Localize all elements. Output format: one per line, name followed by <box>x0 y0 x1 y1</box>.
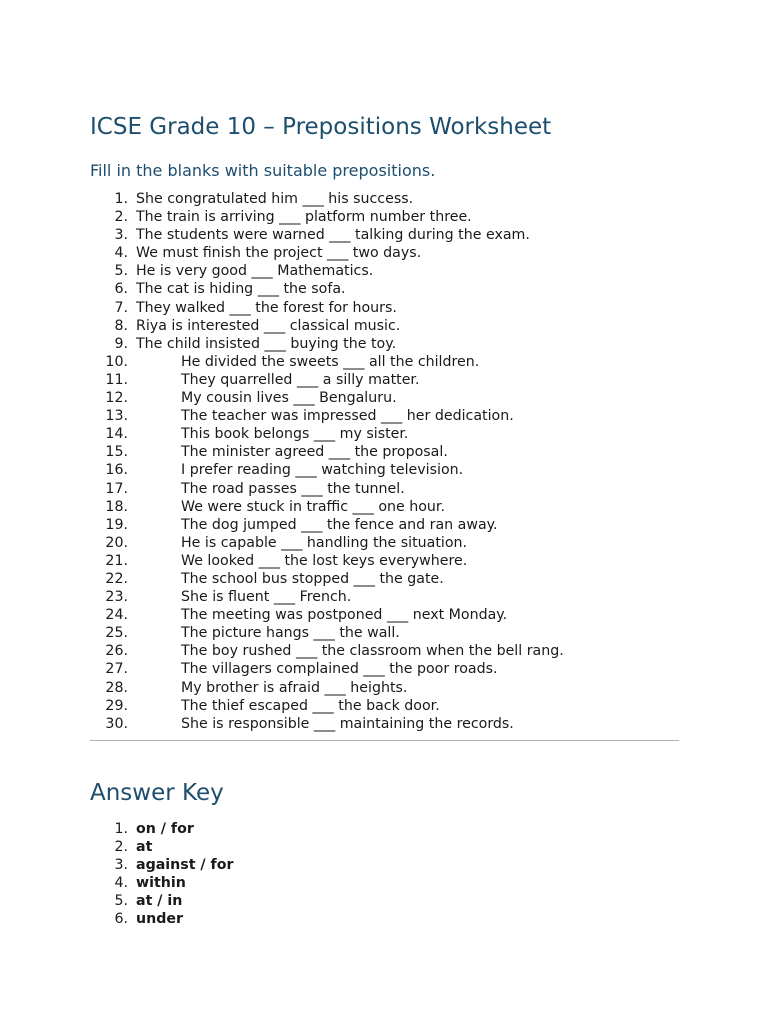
question-text: The road passes ___ the tunnel. <box>181 480 405 497</box>
answer-number: 1. <box>114 821 128 837</box>
question-text: Riya is interested ___ classical music. <box>136 317 401 334</box>
question-number: 22. <box>105 570 128 587</box>
question-text: The teacher was impressed ___ her dedication. <box>181 408 514 425</box>
question-number: 1. <box>114 191 128 207</box>
question-number: 8. <box>114 317 128 334</box>
question-number: 14. <box>105 426 128 443</box>
question-number: 16. <box>105 462 128 479</box>
answer-number: 4. <box>114 875 128 892</box>
question-number: 26. <box>105 643 128 660</box>
question-text: The picture hangs ___ the wall. <box>181 625 400 642</box>
answer-text: under <box>136 911 183 928</box>
question-number: 27. <box>105 661 128 678</box>
question-number: 25. <box>105 625 128 642</box>
question-text: We must finish the project ___ two days. <box>136 245 422 262</box>
question-number: 12. <box>105 390 128 407</box>
question-number: 2. <box>114 209 128 226</box>
question-number: 10. <box>105 353 128 370</box>
question-text: They walked ___ the forest for hours. <box>136 299 397 316</box>
answer-number: 2. <box>114 839 128 856</box>
answer-key-title: Answer Key <box>90 780 224 806</box>
question-text: We looked ___ the lost keys everywhere. <box>181 552 468 569</box>
question-number: 30. <box>105 715 128 732</box>
question-number: 18. <box>105 498 128 515</box>
question-text: They quarrelled ___ a silly matter. <box>181 371 420 388</box>
answer-text: at <box>136 839 153 856</box>
answer-text: at / in <box>136 893 183 910</box>
question-text: She is responsible ___ maintaining the records. <box>181 715 514 732</box>
question-number: 23. <box>105 589 128 606</box>
question-number: 20. <box>105 534 128 551</box>
question-text: The thief escaped ___ the back door. <box>181 697 440 714</box>
question-text: He is capable ___ handling the situation. <box>181 534 468 551</box>
question-text: The school bus stopped ___ the gate. <box>181 570 444 587</box>
page-title: ICSE Grade 10 – Prepositions Worksheet <box>90 114 552 140</box>
question-text: We were stuck in traffic ___ one hour. <box>181 498 445 515</box>
answer-text: against / for <box>136 857 234 874</box>
question-number: 21. <box>105 552 128 569</box>
question-text: My brother is afraid ___ heights. <box>181 679 408 696</box>
answer-number: 3. <box>114 857 128 874</box>
question-number: 24. <box>105 607 128 624</box>
question-number: 5. <box>114 263 128 280</box>
question-text: The cat is hiding ___ the sofa. <box>136 281 346 298</box>
question-text: My cousin lives ___ Bengaluru. <box>181 390 397 407</box>
answer-number: 6. <box>114 911 128 928</box>
question-text: The villagers complained ___ the poor roads. <box>181 661 498 678</box>
question-text: The students were warned ___ talking during the exam. <box>136 227 530 244</box>
answer-text: within <box>136 875 186 892</box>
question-text: I prefer reading ___ watching television. <box>181 462 464 479</box>
question-number: 11. <box>105 371 128 388</box>
question-text: The boy rushed ___ the classroom when the bell rang. <box>181 643 564 660</box>
question-text: He divided the sweets ___ all the children. <box>181 353 480 370</box>
section-divider <box>90 740 679 741</box>
answer-text: on / for <box>136 821 194 837</box>
question-number: 6. <box>114 281 128 298</box>
question-number: 4. <box>114 245 128 262</box>
answer-number: 5. <box>114 893 128 910</box>
question-text: He is very good ___ Mathematics. <box>136 263 374 280</box>
question-text: The dog jumped ___ the fence and ran away. <box>181 516 498 533</box>
instruction-heading: Fill in the blanks with suitable prepositions. <box>90 161 436 180</box>
question-number: 28. <box>105 679 128 696</box>
question-text: This book belongs ___ my sister. <box>181 426 409 443</box>
question-text: The meeting was postponed ___ next Monday. <box>181 607 508 624</box>
question-number: 19. <box>105 516 128 533</box>
question-number: 13. <box>105 408 128 425</box>
question-number: 29. <box>105 697 128 714</box>
question-text: The minister agreed ___ the proposal. <box>181 444 448 461</box>
question-text: She is fluent ___ French. <box>181 589 352 606</box>
question-number: 17. <box>105 480 128 497</box>
question-number: 3. <box>114 227 128 244</box>
question-number: 15. <box>105 444 128 461</box>
question-text: The child insisted ___ buying the toy. <box>136 335 397 352</box>
question-text: The train is arriving ___ platform number three. <box>136 209 472 226</box>
question-number: 9. <box>114 335 128 352</box>
question-text: She congratulated him ___ his success. <box>136 191 414 207</box>
question-number: 7. <box>114 299 128 316</box>
